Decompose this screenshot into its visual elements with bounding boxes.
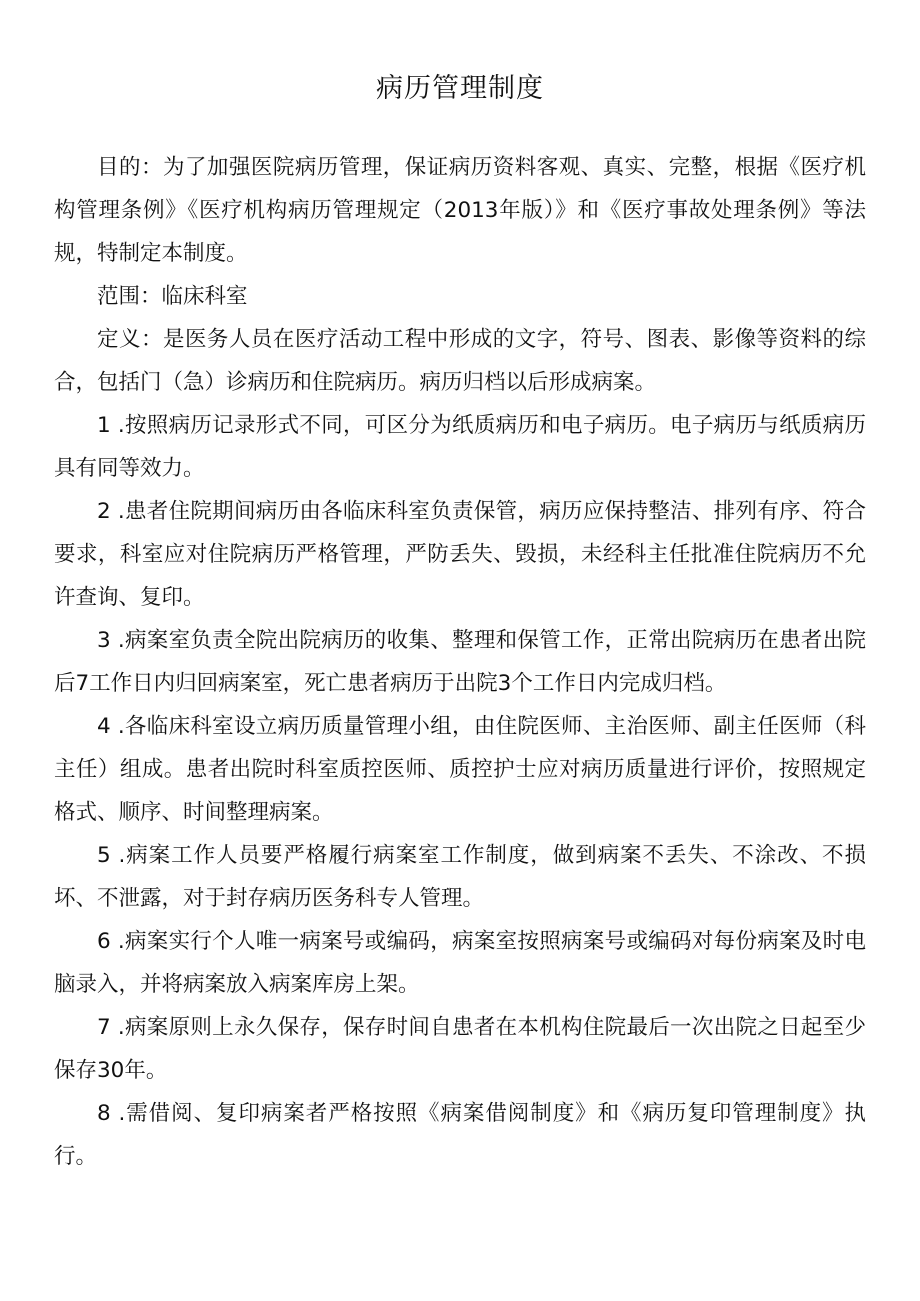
document-title: 病历管理制度 (376, 73, 544, 104)
paragraph-definition: 定义：是医务人员在医疗活动工程中形成的文字，符号、图表、影像等资料的综合，包括门（急）诊病历和住院病历。病历归档以后形成病案。 (54, 327, 866, 395)
paragraph-item-2: 2 .患者住院期间病历由各临床科室负责保管，病历应保持整洁、排列有序、符合要求，科室应对住院病历严格管理，严防丢失、毁损，未经科主任批准住院病历不允许查询、复印。 (54, 499, 866, 610)
paragraph-item-3: 3 .病案室负责全院出院病历的收集、整理和保管工作，正常出院病历在患者出院后7工作日内归回病案室，死亡患者病历于出院3个工作日内完成归档。 (54, 628, 866, 696)
paragraph-scope: 范围：临床科室 (97, 284, 248, 309)
paragraph-item-6: 6 .病案实行个人唯一病案号或编码，病案室按照病案号或编码对每份病案及时电脑录入，并将病案放入病案库房上架。 (54, 929, 866, 997)
paragraph-item-8: 8 .需借阅、复印病案者严格按照《病案借阅制度》和《病历复印管理制度》执行。 (54, 1101, 866, 1169)
paragraph-purpose: 目的：为了加强医院病历管理，保证病历资料客观、真实、完整，根据《医疗机构管理条例》《医疗机构病历管理规定（2013年版）》和《医疗事故处理条例》等法规，特制定本制度。 (54, 155, 866, 266)
paragraph-item-4: 4 .各临床科室设立病历质量管理小组，由住院医师、主治医师、副主任医师（科主任）组成。患者出院时科室质控医师、质控护士应对病历质量进行评价，按照规定格式、顺序、时间整理病案。 (54, 714, 866, 825)
paragraph-item-5: 5 .病案工作人员要严格履行病案室工作制度，做到病案不丢失、不涂改、不损坏、不泄露，对于封存病历医务科专人管理。 (54, 843, 866, 911)
paragraph-item-1: 1 .按照病历记录形式不同，可区分为纸质病历和电子病历。电子病历与纸质病历具有同等效力。 (54, 413, 866, 481)
paragraph-item-7: 7 .病案原则上永久保存，保存时间自患者在本机构住院最后一次出院之日起至少保存30年。 (54, 1015, 866, 1083)
